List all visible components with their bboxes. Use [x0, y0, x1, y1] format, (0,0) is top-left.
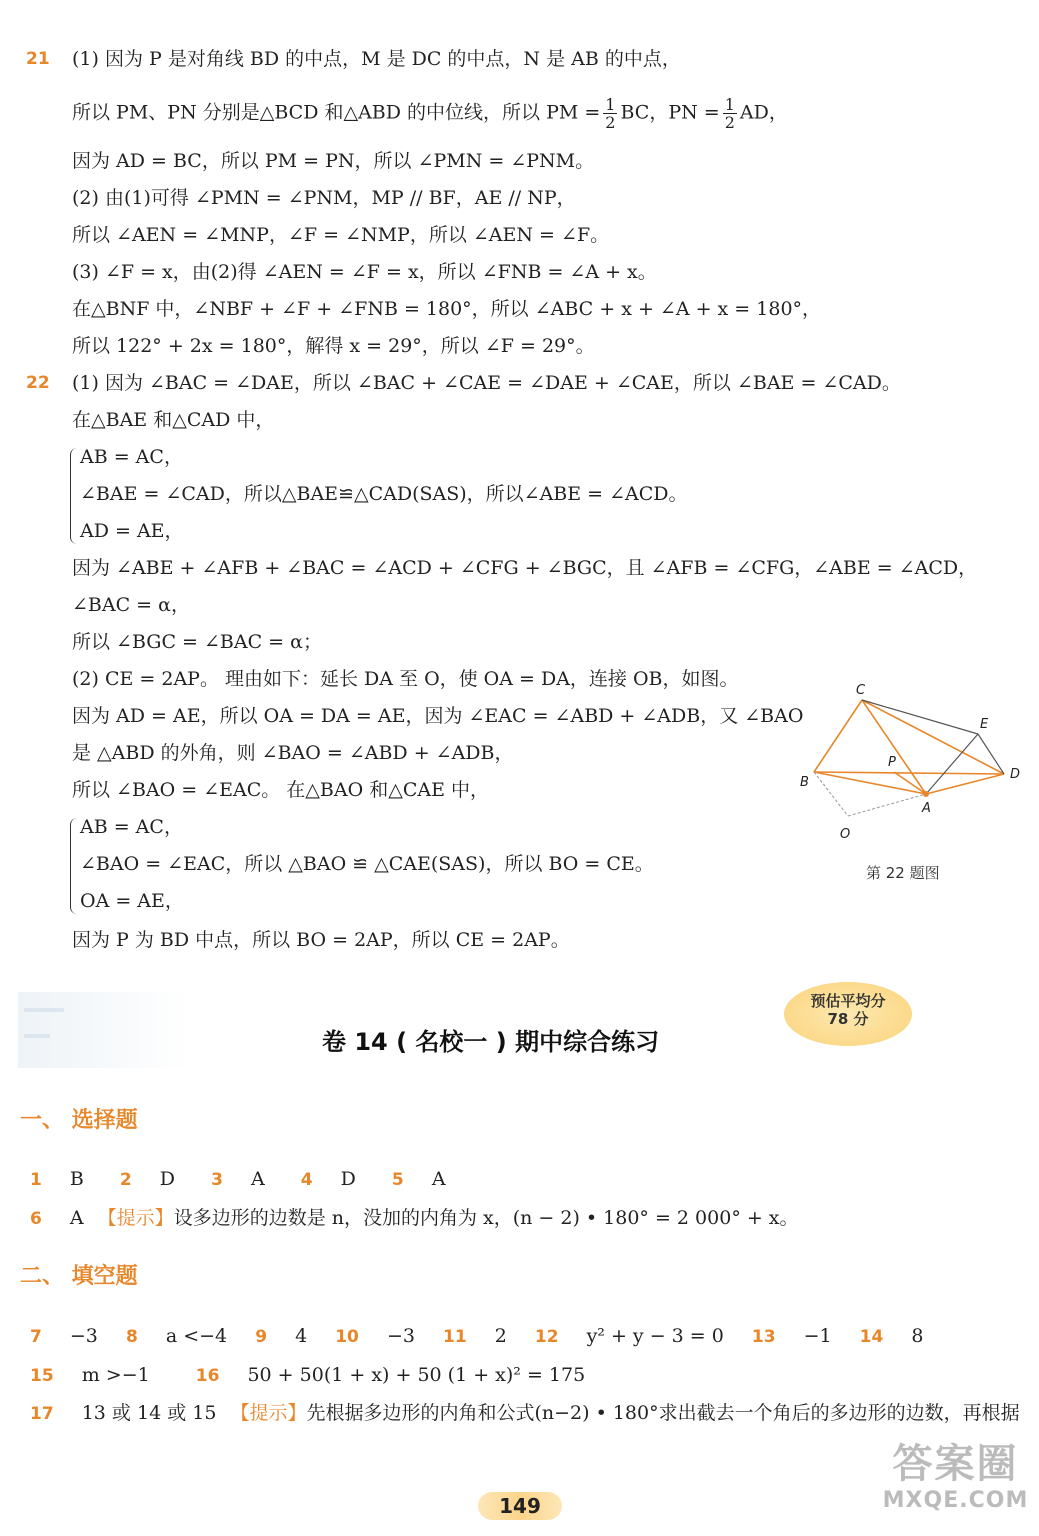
- segment-ce: [862, 700, 978, 734]
- segment-bo: [814, 772, 848, 816]
- q21-line-4: (2) 由(1)可得 ∠PMN = ∠PNM，MP // BF，AE // NP，: [72, 187, 576, 209]
- answer-value: A: [69, 1207, 84, 1229]
- answer-value: −3: [386, 1325, 415, 1347]
- segment-cd: [862, 700, 1004, 774]
- fill-answers-row-1: [30, 1323, 923, 1350]
- answer-value: A: [250, 1168, 265, 1190]
- q22-brace2-line-1: AB = AC，: [80, 816, 183, 838]
- segment-ca: [862, 700, 926, 794]
- segment-cb: [814, 700, 862, 772]
- q21-line-2b: BC，PN =: [620, 101, 720, 124]
- decoration-bar: [24, 1008, 64, 1012]
- hint-tag: 【提示】: [97, 1207, 174, 1229]
- label-p: P: [888, 755, 896, 770]
- q22-line-2: 在△BAE 和△CAD 中，: [72, 409, 275, 431]
- segment-ad: [926, 774, 1004, 794]
- answer-value: 2: [494, 1325, 507, 1347]
- fill-answer-17: [30, 1400, 1020, 1427]
- answer-value: 50 + 50(1 + x) + 50 (1 + x)² = 175: [247, 1364, 586, 1386]
- answer-value: 13 或 14 或 15: [81, 1402, 217, 1424]
- answer-value: D: [159, 1168, 176, 1190]
- question-number-22: 22: [26, 373, 50, 393]
- answer-value: y² + y − 3 = 0: [586, 1325, 724, 1347]
- answer-number: 15: [30, 1366, 54, 1386]
- hint-text: 先根据多边形的内角和公式(n−2) • 180°求出截去一个角后的多边形的边数，再根据: [306, 1402, 1020, 1424]
- answer-number: 17: [30, 1404, 54, 1424]
- choice-answers-row: [30, 1166, 476, 1193]
- q22-line-9: 所以 ∠BAO = ∠EAC。 在△BAO 和△CAE 中，: [72, 779, 489, 801]
- answer-value: −3: [69, 1325, 98, 1347]
- decoration-bar: [24, 1034, 50, 1038]
- q22-line-6: (2) CE = 2AP。 理由如下：延长 DA 至 O，使 OA = DA，连接 OB，如图。: [72, 668, 739, 690]
- q22-line-3: 因为 ∠ABE + ∠AFB + ∠BAC = ∠ACD + ∠CFG + ∠BGC，且 ∠AFB = ∠CFG，∠ABE = ∠ACD，: [72, 557, 978, 579]
- answer-value: a <−4: [165, 1325, 228, 1347]
- q22-line-5: 所以 ∠BGC = ∠BAC = α；: [72, 631, 322, 653]
- fraction-half-2: $\frac{1}{2}$: [724, 95, 735, 132]
- answer-number: 1: [30, 1170, 42, 1190]
- answer-number: 7: [30, 1327, 42, 1347]
- figure-caption: 第 22 题图: [866, 864, 940, 882]
- q21-line-3: 因为 AD = BC，所以 PM = PN，所以 ∠PMN = ∠PNM。: [72, 150, 595, 172]
- label-a: A: [922, 801, 931, 816]
- brace-2: [70, 818, 77, 914]
- answer-number: 11: [443, 1327, 467, 1347]
- answer-number: 12: [534, 1327, 559, 1347]
- section-title-fill: 二、 填空题: [20, 1264, 138, 1289]
- answer-number: 9: [255, 1327, 268, 1347]
- q22-brace1-line-1: AB = AC，: [80, 446, 183, 468]
- answer-number: 5: [391, 1170, 404, 1190]
- answer-value: 4: [295, 1325, 308, 1347]
- answer-value: 8: [911, 1325, 924, 1347]
- label-e: E: [980, 717, 989, 732]
- segment-bd: [814, 772, 1004, 774]
- label-d: D: [1010, 767, 1021, 782]
- answer-value: A: [431, 1168, 446, 1190]
- fill-answers-row-2: [30, 1362, 585, 1389]
- badge-label: 预估平均分: [810, 992, 886, 1010]
- q22-line-1: (1) 因为 ∠BAC = ∠DAE，所以 ∠BAC + ∠CAE = ∠DAE + ∠CAE，所以 ∠BAE = ∠CAD。: [72, 372, 901, 394]
- q22-brace2-line-3: OA = AE，: [80, 890, 184, 912]
- answer-number: 10: [335, 1327, 359, 1347]
- answer-number: 14: [859, 1327, 884, 1347]
- answer-value: D: [340, 1168, 356, 1190]
- answer-number: 13: [751, 1327, 776, 1347]
- q21-line-8: 所以 122° + 2x = 180°，解得 x = 29°，所以 ∠F = 29°。: [72, 335, 595, 357]
- score-badge: [784, 982, 912, 1046]
- answer-value: m >−1: [81, 1364, 150, 1386]
- answer-number: 2: [119, 1170, 132, 1190]
- q22-line-7: 因为 AD = AE，所以 OA = DA = AE，因为 ∠EAC = ∠ABD + ∠ADB，又 ∠BAO: [72, 705, 804, 727]
- segment-oa: [848, 794, 926, 816]
- point-a: [923, 791, 929, 797]
- q22-line-8: 是 △ABD 的外角，则 ∠BAO = ∠ABD + ∠ADB，: [72, 742, 514, 764]
- q21-line-7: 在△BNF 中，∠NBF + ∠F + ∠FNB = 180°，所以 ∠ABC + x + ∠A + x = 180°，: [72, 298, 822, 320]
- watermark-url: MXQE.COM: [882, 1488, 1029, 1513]
- brace-1: [70, 448, 77, 544]
- q22-line-10: 因为 P 为 BD 中点，所以 BO = 2AP，所以 CE = 2AP。: [72, 929, 570, 951]
- answer-value: −1: [803, 1325, 832, 1347]
- q21-line-2a: 所以 PM、PN 分别是△BCD 和△ABD 的中位线，所以 PM =: [72, 101, 601, 124]
- paper-title: 卷 14 ( 名校一 ) 期中综合练习: [322, 1028, 660, 1056]
- q21-line-5: 所以 ∠AEN = ∠MNP，∠F = ∠NMP，所以 ∠AEN = ∠F。: [72, 224, 610, 246]
- answer-number: 6: [30, 1209, 42, 1229]
- q22-brace1-line-3: AD = AE，: [80, 520, 184, 542]
- geometry-figure-22: [796, 676, 1032, 852]
- answer-number: 3: [211, 1170, 223, 1190]
- answer-value: B: [69, 1168, 84, 1190]
- choice-answer-6: [30, 1205, 799, 1232]
- hint-tag: 【提示】: [230, 1402, 307, 1424]
- hint-text: 设多边形的边数是 n，没加的内角为 x，(n − 2) • 180° = 2 000° + x。: [173, 1207, 799, 1229]
- q22-brace2-line-2: ∠BAO = ∠EAC，所以 △BAO ≌ △CAE(SAS)，所以 BO = CE。: [80, 853, 654, 875]
- q22-line-4: ∠BAC = α，: [72, 594, 190, 616]
- q21-line-6: (3) ∠F = x，由(2)得 ∠AEN = ∠F = x，所以 ∠FNB = ∠A + x。: [72, 261, 657, 283]
- label-b: B: [800, 775, 809, 790]
- label-c: C: [856, 683, 866, 698]
- q22-brace1-line-2: ∠BAE = ∠CAD，所以△BAE≌△CAD(SAS)，所以∠ABE = ∠ACD。: [80, 483, 688, 505]
- section-title-choice: 一、 选择题: [20, 1108, 138, 1133]
- label-o: O: [840, 827, 851, 842]
- q21-line-2: [72, 96, 788, 131]
- answer-number: 4: [300, 1170, 313, 1190]
- watermark-text: 答案圈: [892, 1441, 1019, 1487]
- fraction-half-1: $\frac{1}{2}$: [605, 95, 616, 132]
- question-number-21: 21: [26, 49, 50, 69]
- segment-ea: [926, 734, 978, 794]
- page-number: 149: [478, 1492, 562, 1520]
- answer-number: 16: [195, 1366, 220, 1386]
- q21-line-1: (1) 因为 P 是对角线 BD 的中点，M 是 DC 的中点，N 是 AB 的中点，: [72, 48, 681, 70]
- answer-number: 8: [125, 1327, 138, 1347]
- badge-score: 78 分: [827, 1010, 869, 1028]
- watermark: [878, 1440, 1033, 1530]
- q21-line-2c: AD，: [739, 101, 788, 124]
